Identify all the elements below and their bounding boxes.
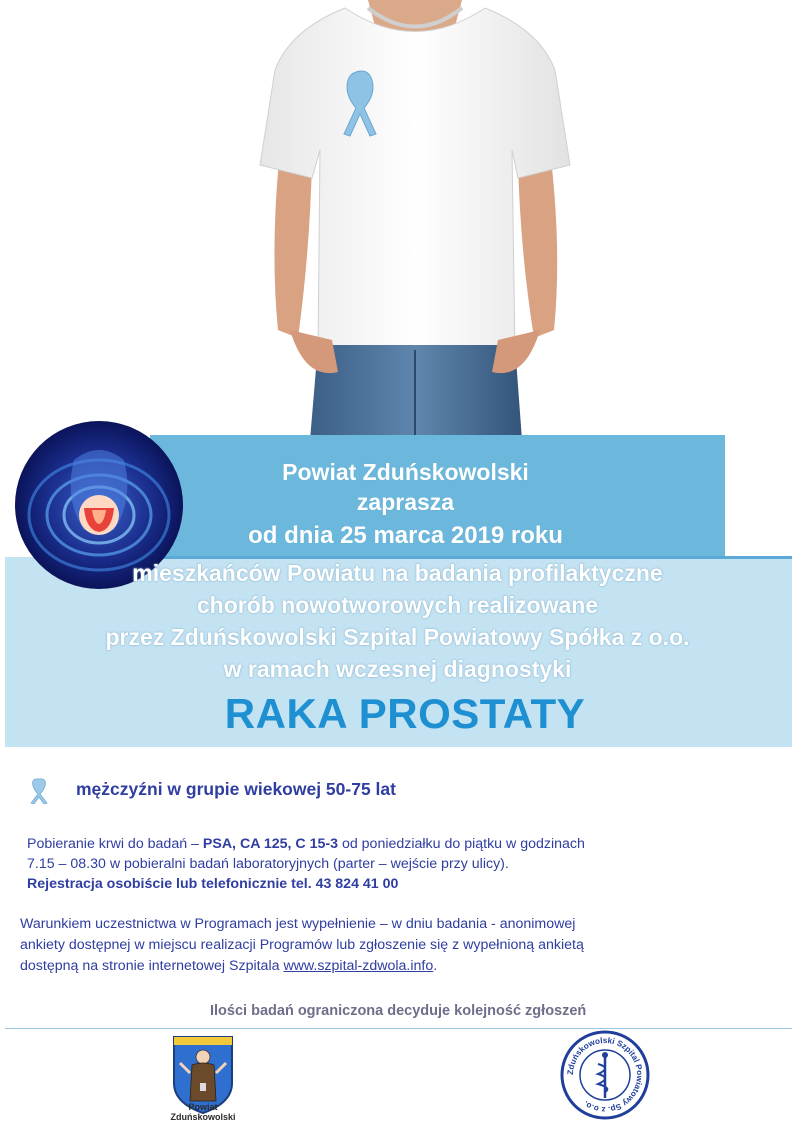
headline-line-4: mieszkańców Powiatu na badania profilaktyczne <box>132 560 663 586</box>
headline-line-5: chorób nowotworowych realizowane <box>196 592 599 618</box>
headline-line-1: Powiat Zduńskowolski <box>282 459 529 485</box>
blood-tests-lead: Pobieranie krwi do badań – <box>27 836 203 852</box>
county-label-line-1: Powiat <box>188 1102 218 1112</box>
footer-divider <box>5 1028 792 1029</box>
blood-tests-line-2: 7.15 – 08.30 w pobieralni badań laboratoryjnych (parter – wejście przy ulicy). <box>27 856 509 872</box>
registration-line: Rejestracja osobiście lub telefonicznie tel. 43 824 41 00 <box>27 876 399 892</box>
blood-tests-names: PSA, CA 125, C 15-3 <box>202 836 338 852</box>
hospital-seal-icon <box>560 1030 650 1120</box>
county-label-line-2: Zduńskowolski <box>170 1112 236 1122</box>
hospital-website-link[interactable]: www.szpital-zdwola.info <box>283 958 434 974</box>
main-title: RAKA PROSTATY <box>224 690 586 737</box>
hospital-seal-text: Zduńskowolski Szpital Powiatowy Sp. z o.o. <box>565 1035 645 1115</box>
ribbon-bullet-icon <box>28 778 50 804</box>
conditions-line-3-lead: dostępną na stronie internetowej Szpitala <box>20 958 284 974</box>
county-label <box>150 1102 256 1122</box>
headline-line-7: w ramach wczesnej diagnostyki <box>223 656 572 682</box>
headline-line-6: przez Zduńskowolski Szpital Powiatowy Spółka z o.o. <box>105 624 690 650</box>
conditions-line-2: ankiety dostępnej w miejscu realizacji Programów lub zgłoszenie się z wypełnioną ankietą <box>20 937 584 953</box>
blood-tests-line-1 <box>27 834 585 854</box>
conditions-line-3 <box>20 956 437 976</box>
conditions-line-3-end: . <box>433 958 438 974</box>
headline-line-2: zaprasza <box>356 489 455 515</box>
man-in-tshirt-photo <box>250 0 580 440</box>
blood-tests-days: od poniedziałku do piątku w godzinach <box>338 836 585 852</box>
conditions-line-1: Warunkiem uczestnictwa w Programach jest wypełnienie – w dniu badania - anonimowej <box>20 916 576 932</box>
headline-line-3: od dnia 25 marca 2019 roku <box>248 522 563 549</box>
limit-note: Ilości badań ograniczona decyduje kolejność zgłoszeń <box>210 1003 587 1019</box>
target-group-text: mężczyźni w grupie wiekowej 50-75 lat <box>76 779 396 799</box>
